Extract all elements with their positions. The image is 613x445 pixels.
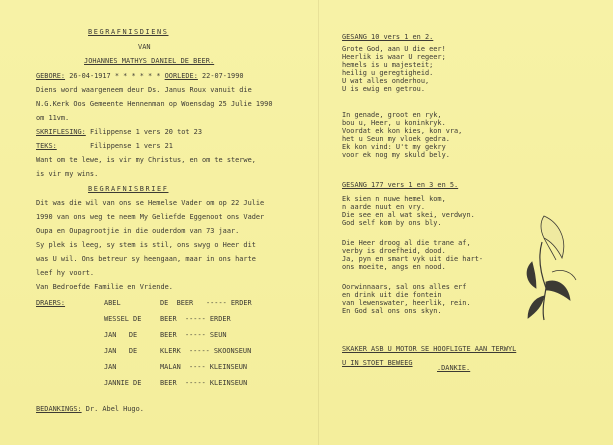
- hymn-line: hemels is u majesteit;: [342, 61, 434, 69]
- stars-separator: * * * * * *: [114, 72, 161, 80]
- hymn-line: bou u, Heer, u koninkryk.: [342, 119, 446, 127]
- hymn-line: Die Heer droog al die trane af,: [342, 239, 471, 247]
- bearer-last: BEER: [160, 315, 177, 323]
- brief-line: Oupa en Oupagrootjie in die ouderdom van 73 jaar.: [36, 227, 240, 235]
- bearer-relation: ----- ERDER: [206, 299, 252, 307]
- hymn-line: En God sal ons ons skyn.: [342, 307, 442, 315]
- bearer-relation: ----- KLEINSEUN: [185, 379, 248, 387]
- quote-line: is vir my wins.: [36, 170, 99, 178]
- hymn-line: Ek sien n nuwe hemel kom,: [342, 195, 446, 203]
- from-line: Van Bedroefde Familie en Vriende.: [36, 283, 173, 291]
- bearer-first: JAN DE: [104, 331, 138, 339]
- bearer-first: WESSEL DE: [104, 315, 142, 323]
- quote-line: Want om te lewe, is vir my Christus, en om te sterwe,: [36, 156, 256, 164]
- service-title: BEGRAFNISDIENS: [88, 28, 169, 36]
- text-value: Filippense 1 vers 21: [89, 142, 173, 150]
- hymn-line: het u Seun my vloek gedra.: [342, 135, 450, 143]
- bearer-relation: ----- SEUN: [185, 331, 227, 339]
- hymn-line: Ek kon vind: U't my gekry: [342, 143, 446, 151]
- thanks-note: .DANKIE.: [437, 364, 471, 372]
- hymn-line: van lewenswater, heerlik, rein.: [342, 299, 471, 307]
- hymn-line: God self kom by ons bly.: [342, 219, 442, 227]
- bearers-label: DRAERS:: [36, 299, 66, 307]
- hymn-line: Heerlik is waar U regeer;: [342, 53, 446, 61]
- deceased-name: JOHANNES MATHYS DANIEL DE BEER.: [84, 57, 215, 65]
- hymn-line: U wat alles onderhou,: [342, 77, 430, 85]
- lily-illustration: [522, 212, 578, 322]
- text-label: TEKS:: [36, 142, 57, 150]
- text-row: [36, 142, 173, 150]
- hymn-line: en drink uit die fontein: [342, 291, 442, 299]
- bearer-last: MALAN: [160, 363, 181, 371]
- brief-line: leef hy voort.: [36, 269, 95, 277]
- brief-line: Dit was die wil van ons se Hemelse Vader om op 22 Julie: [36, 199, 265, 207]
- born-label: GEBORE:: [36, 72, 66, 80]
- thanks-label: BEDANKINGS:: [36, 405, 82, 413]
- reading-row: [36, 128, 202, 136]
- hymn-line: ons moeite, angs en nood.: [342, 263, 446, 271]
- died-date: 22-07-1990: [202, 72, 244, 80]
- hymn-line: n aarde nuut en vry.: [342, 203, 425, 211]
- bearer-last: KLERK: [160, 347, 181, 355]
- reading-label: SKRIFLESING:: [36, 128, 86, 136]
- bearer-relation: ----- ERDER: [185, 315, 231, 323]
- died-label: OORLEDE:: [164, 72, 198, 80]
- brief-line: was U wil. Ons betreur sy heengaan, maar in ons harte: [36, 255, 256, 263]
- hymn1-title: GESANG 10 vers 1 en 2.: [342, 33, 434, 41]
- dates-row: [36, 72, 244, 80]
- bearer-first: ABEL: [104, 299, 121, 307]
- bearer-first: JANNIE DE: [104, 379, 142, 387]
- bearer-last: BEER: [160, 379, 177, 387]
- service-line: om 11vm.: [36, 114, 70, 122]
- thanks-value: Dr. Abel Hugo.: [85, 405, 144, 413]
- hymn-line: heilig u geregtigheid.: [342, 69, 434, 77]
- bearer-relation: ----- SKOONSEUN: [189, 347, 252, 355]
- hymn-line: Die see en al wat skei, verdwyn.: [342, 211, 475, 219]
- bearer-first: JAN: [104, 363, 117, 371]
- thanks-row: [36, 405, 144, 413]
- reading-value: Filippense 1 vers 20 tot 23: [89, 128, 202, 136]
- bearer-first: JAN DE: [104, 347, 138, 355]
- hymn-line: verby is droefheid, dood.: [342, 247, 446, 255]
- hymn-line: voor ek nog my skuld bely.: [342, 151, 450, 159]
- bearer-last: DE BEER: [160, 299, 194, 307]
- born-date: 26-04-1917: [69, 72, 111, 80]
- fold-line: [318, 0, 319, 445]
- hymn-line: U is ewig en getrou.: [342, 85, 425, 93]
- service-line: N.G.Kerk Oos Gemeente Hennenman op Woensdag 25 Julie 1990: [36, 100, 273, 108]
- hymn-line: Ja, pyn en smart vyk uit die hart-: [342, 255, 484, 263]
- headlights-notice: U IN STOET BEWEEG: [342, 359, 413, 367]
- hymn-line: Grote God, aan U die eer!: [342, 45, 446, 53]
- brief-line: Sy plek is leeg, sy stem is stil, ons swyg o Heer dit: [36, 241, 256, 249]
- brief-title: BEGRAFNISBRIEF: [88, 185, 169, 193]
- service-line: Diens word waargeneem deur Ds. Janus Roux vanuit die: [36, 86, 252, 94]
- hymn-line: Voordat ek kon kies, kon vra,: [342, 127, 463, 135]
- hymn2-title: GESANG 177 vers 1 en 3 en 5.: [342, 181, 459, 189]
- bearer-last: BEER: [160, 331, 177, 339]
- hymn-line: Oorwinnaars, sal ons alles erf: [342, 283, 467, 291]
- brief-line: 1990 van ons weg te neem My Geliefde Eggenoot ons Vader: [36, 213, 265, 221]
- bearer-relation: ---- KLEINSEUN: [189, 363, 248, 371]
- headlights-notice: SKAKER ASB U MOTOR SE HOOFLIGTE AAN TERWYL: [342, 345, 517, 353]
- hymn-line: In genade, groot en ryk,: [342, 111, 442, 119]
- van-label: VAN: [138, 43, 151, 51]
